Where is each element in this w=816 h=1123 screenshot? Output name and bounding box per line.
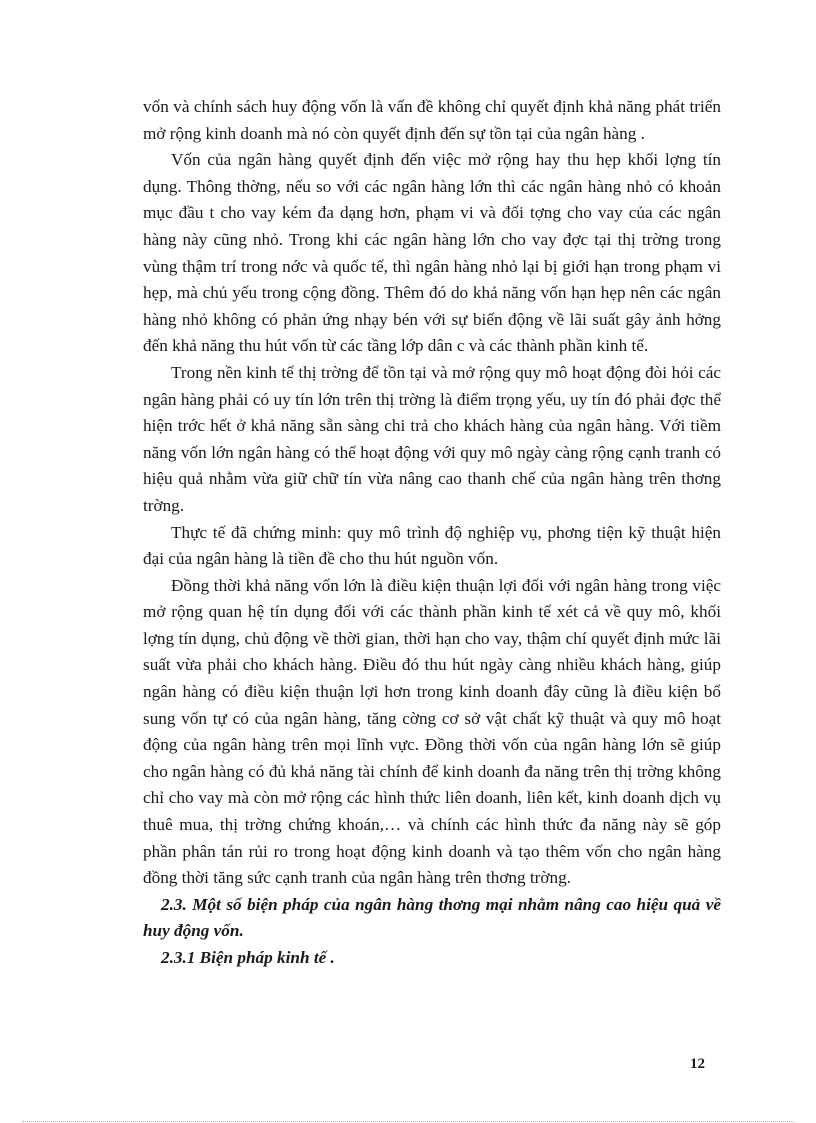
paragraph-continuation: vốn và chính sách huy động vốn là vấn đề không chỉ quyết định khả năng phát triển mở rộng kinh doanh mà nó còn quyết định đến sự tồn tại của ngân hàng . bbox=[143, 97, 721, 143]
subsection-heading: 2.3.1 Biện pháp kinh tế . bbox=[161, 948, 335, 967]
footer-divider bbox=[22, 1121, 794, 1122]
paragraph-bank-capital-size: Vốn của ngân hàng quyết định đến việc mở rộng hay thu hẹp khối lợng tín dụng. Thông thờng, nếu so với các ngân hàng lớn thì các ngân hàng nhỏ có khoản mục đầu t cho vay kém đa dạng hơn, phạm vi và đối tợng cho vay của các ngân hàng này cũng nhỏ. Trong khi các ngân hàng lớn cho vay đợc tại thị trờng trong vùng thậm trí trong nớc và quốc tế, thì ngân hàng nhỏ lại bị giới hạn trong phạm vi hẹp, mà chủ yếu trong cộng đồng. Thêm đó do khả năng vốn hạn hẹp nên các ngân hàng nhỏ không có phản ứng nhạy bén với sự biến động về lãi suất gây ảnh hởng đến khả năng thu hút vốn từ các tầng lớp dân c và các thành phần kinh tế. bbox=[143, 150, 721, 356]
paragraph-market-reputation: Trong nền kinh tế thị trờng để tồn tại và mở rộng quy mô hoạt động đòi hỏi các ngân hàng phải có uy tín lớn trên thị trờng là điểm trọng yếu, uy tín đó phải đợc thể hiện trớc hết ở khả năng sẵn sàng chi trả cho khách hàng của ngân hàng. Với tiềm năng vốn lớn ngân hàng có thể hoạt động với quy mô ngày càng rộng cạnh tranh có hiệu quả nhằm vừa giữ chữ tín vừa nâng cao thanh chế của ngân hàng trên thơng trờng. bbox=[143, 362, 721, 515]
paragraph-practical-evidence: Thực tế đã chứng minh: quy mô trình độ nghiệp vụ, phơng tiện kỹ thuật hiện đại của ngân hàng là tiền đề cho thu hút nguồn vốn. bbox=[143, 522, 721, 569]
section-heading: 2.3. Một số biện pháp của ngân hàng thơng mại nhằm nâng cao hiệu quả về huy động vốn. bbox=[143, 894, 721, 941]
document-body bbox=[143, 94, 721, 972]
page-number: 12 bbox=[690, 1056, 705, 1072]
paragraph-large-capital-advantages: Đồng thời khả năng vốn lớn là điều kiện thuận lợi đối với ngân hàng trong việc mở rộng quan hệ tín dụng đối với các thành phần kinh tế xét cả về quy mô, khối lợng tín dụng, chủ động về thời gian, thời hạn cho vay, thậm chí quyết định mức lãi suất vừa phải cho khách hàng. Điều đó thu hút ngày càng nhiều khách hàng, giúp ngân hàng có điều kiện thuận lợi hơn trong kinh doanh đây cũng là điều kiện bổ sung vốn tự có của ngân hàng, tăng cờng cơ sở vật chất kỹ thuật và quy mô hoạt động của ngân hàng trên mọi lĩnh vực. Đồng thời vốn của ngân hàng lớn sẽ giúp cho ngân hàng có đủ khả năng tài chính để kinh doanh đa năng trên thị trờng không chỉ cho vay mà còn mở rộng các hình thức liên doanh, liên kết, kinh doanh dịch vụ thuê mua, thị trờng chứng khoán,… và chính các hình thức đa năng này sẽ góp phần phân tán rủi ro trong hoạt động kinh doanh và tạo thêm vốn cho ngân hàng đồng thời tăng sức cạnh tranh của ngân hàng trên thơng trờng. bbox=[143, 575, 721, 888]
